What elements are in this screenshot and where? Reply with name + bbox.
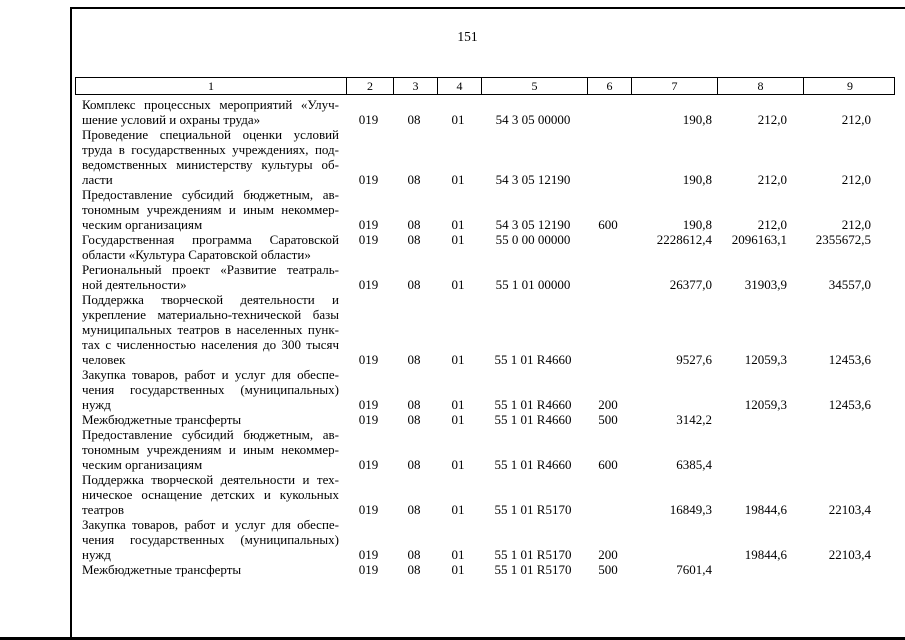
cell-col7: 190,8 xyxy=(682,172,712,187)
name-line: театров xyxy=(82,502,125,517)
cell-col8: 31903,9 xyxy=(744,277,787,292)
cell-col5: 55 1 01 00000 xyxy=(495,277,571,292)
table-row xyxy=(75,562,895,577)
name-line: Проведение специальной оценки условий xyxy=(82,127,339,142)
header-cell-1: 1 xyxy=(208,79,214,93)
cell-col5: 55 1 01 R4660 xyxy=(494,412,572,427)
name-line: Предоставление субсидий бюджетным, ав- xyxy=(82,427,339,442)
header-cell-7: 7 xyxy=(631,78,717,94)
cell-col2: 019 xyxy=(358,547,379,562)
cell-col9: 2355672,5 xyxy=(815,232,871,247)
cell-col8: 12059,3 xyxy=(744,352,787,367)
scan-edge-left xyxy=(70,7,72,640)
table-row xyxy=(75,367,895,412)
name-line: тономным учреждениям и иным некоммер- xyxy=(82,442,339,457)
header-cell-5: 5 xyxy=(481,78,587,94)
cell-col4: 01 xyxy=(451,352,465,367)
cell-col4: 01 xyxy=(451,232,465,247)
cell-col3: 08 xyxy=(407,397,421,412)
header-cell-8: 8 xyxy=(717,78,803,94)
cell-col5: 55 1 01 R5170 xyxy=(494,547,572,562)
cell-col7: 3142,2 xyxy=(676,412,712,427)
row-name xyxy=(75,517,345,562)
cell-col7: 2228612,4 xyxy=(656,232,712,247)
cell-col8: 212,0 xyxy=(757,217,787,232)
cell-col5: 55 1 01 R4660 xyxy=(494,457,572,472)
name-line: чения государственных (муниципальных) xyxy=(82,532,339,547)
cell-col4: 01 xyxy=(451,547,465,562)
cell-col7: 6385,4 xyxy=(676,457,712,472)
table-row xyxy=(75,262,895,292)
cell-col5: 55 1 01 R4660 xyxy=(494,397,572,412)
row-name xyxy=(75,562,345,577)
name-line: тах с численностью населения до 300 тысяч xyxy=(82,337,339,352)
row-name xyxy=(75,367,345,412)
cell-col7: 190,8 xyxy=(682,217,712,232)
cell-col6: 500 xyxy=(598,412,618,427)
cell-col6: 600 xyxy=(598,457,618,472)
cell-col9: 22103,4 xyxy=(828,547,871,562)
cell-col4: 01 xyxy=(451,502,465,517)
row-name xyxy=(75,262,345,292)
cell-col7: 190,8 xyxy=(682,112,712,127)
row-name xyxy=(75,97,345,127)
name-line: чения государственных (муниципальных) xyxy=(82,382,339,397)
name-line: укрепление материально-технической базы xyxy=(82,307,339,322)
cell-col4: 01 xyxy=(451,277,465,292)
cell-col7: 7601,4 xyxy=(676,562,712,577)
cell-col4: 01 xyxy=(451,562,465,577)
table-row xyxy=(75,292,895,367)
cell-col4: 01 xyxy=(451,172,465,187)
name-line: ной деятельности» xyxy=(82,277,187,292)
cell-col4: 01 xyxy=(451,457,465,472)
name-line: Поддержка творческой деятельности и тех- xyxy=(82,472,339,487)
row-name xyxy=(75,472,345,517)
name-line: шение условий и охраны труда» xyxy=(82,112,261,127)
table-row xyxy=(75,127,895,187)
name-line: ческим организациям xyxy=(82,217,203,232)
cell-col2: 019 xyxy=(358,412,379,427)
name-line: человек xyxy=(82,352,126,367)
cell-col2: 019 xyxy=(358,217,379,232)
row-name xyxy=(75,412,345,427)
cell-col3: 08 xyxy=(407,232,421,247)
cell-col3: 08 xyxy=(407,502,421,517)
cell-col9: 212,0 xyxy=(841,112,871,127)
name-line: Межбюджетные трансферты xyxy=(82,412,242,427)
cell-col7: 16849,3 xyxy=(669,502,712,517)
table-body xyxy=(75,95,895,577)
row-name xyxy=(75,232,345,262)
row-name xyxy=(75,292,345,367)
cell-col6: 500 xyxy=(598,562,618,577)
cell-col2: 019 xyxy=(358,397,379,412)
table-row xyxy=(75,517,895,562)
page-number: 151 xyxy=(457,29,478,44)
table-row xyxy=(75,187,895,232)
cell-col3: 08 xyxy=(407,277,421,292)
name-line: ческим организациям xyxy=(82,457,203,472)
cell-col2: 019 xyxy=(358,232,379,247)
header-cell-2: 2 xyxy=(346,78,393,94)
name-line: ническое оснащение детских и кукольных xyxy=(82,487,339,502)
cell-col8: 19844,6 xyxy=(744,547,787,562)
cell-col2: 019 xyxy=(358,352,379,367)
header-cell-6: 6 xyxy=(587,78,631,94)
table-row xyxy=(75,232,895,262)
cell-col5: 54 3 05 12190 xyxy=(495,217,571,232)
cell-col2: 019 xyxy=(358,457,379,472)
cell-col8: 19844,6 xyxy=(744,502,787,517)
cell-col4: 01 xyxy=(451,112,465,127)
cell-col3: 08 xyxy=(407,172,421,187)
cell-col9: 12453,6 xyxy=(828,397,871,412)
cell-col8: 2096163,1 xyxy=(731,232,787,247)
table-row xyxy=(75,427,895,472)
cell-col2: 019 xyxy=(358,172,379,187)
cell-col6: 200 xyxy=(598,397,618,412)
cell-col9: 34557,0 xyxy=(828,277,871,292)
cell-col2: 019 xyxy=(358,112,379,127)
table-row xyxy=(75,412,895,427)
name-line: труда в государственных учреждениях, под- xyxy=(82,142,339,157)
cell-col9: 212,0 xyxy=(841,217,871,232)
cell-col8: 212,0 xyxy=(757,172,787,187)
header-cell-3: 3 xyxy=(393,78,437,94)
name-line: Государственная программа Саратовской xyxy=(82,232,339,247)
cell-col9: 212,0 xyxy=(841,172,871,187)
name-line: области «Культура Саратовской области» xyxy=(82,247,311,262)
name-line: муниципальных театров в населенных пунк- xyxy=(82,322,339,337)
cell-col9: 12453,6 xyxy=(828,352,871,367)
cell-col2: 019 xyxy=(358,277,379,292)
name-line: Комплекс процессных мероприятий «Улуч- xyxy=(82,97,339,112)
cell-col3: 08 xyxy=(407,457,421,472)
cell-col6: 600 xyxy=(598,217,618,232)
cell-col5: 55 1 01 R5170 xyxy=(494,502,572,517)
table-row xyxy=(75,97,895,127)
row-name xyxy=(75,187,345,232)
name-line: Поддержка творческой деятельности и xyxy=(82,292,339,307)
table-header-row xyxy=(75,77,895,95)
name-line: нужд xyxy=(82,547,111,562)
cell-col4: 01 xyxy=(451,397,465,412)
cell-col3: 08 xyxy=(407,112,421,127)
cell-col9: 22103,4 xyxy=(828,502,871,517)
cell-col4: 01 xyxy=(451,217,465,232)
cell-col3: 08 xyxy=(407,547,421,562)
cell-col5: 55 1 01 R5170 xyxy=(494,562,572,577)
name-line: ведомственных министерству культуры об- xyxy=(82,157,339,172)
cell-col5: 54 3 05 00000 xyxy=(495,112,571,127)
cell-col8: 212,0 xyxy=(757,112,787,127)
row-name xyxy=(75,427,345,472)
row-name xyxy=(75,127,345,187)
cell-col7: 26377,0 xyxy=(669,277,712,292)
name-line: тономным учреждениям и иным некоммер- xyxy=(82,202,339,217)
cell-col5: 54 3 05 12190 xyxy=(495,172,571,187)
name-line: нужд xyxy=(82,397,111,412)
header-cell-9: 9 xyxy=(803,78,896,94)
cell-col5: 55 0 00 00000 xyxy=(495,232,571,247)
name-line: Межбюджетные трансферты xyxy=(82,562,242,577)
cell-col3: 08 xyxy=(407,352,421,367)
cell-col3: 08 xyxy=(407,217,421,232)
name-line: Предоставление субсидий бюджетным, ав- xyxy=(82,187,339,202)
name-line: Региональный проект «Развитие театраль- xyxy=(82,262,339,277)
header-cell-4: 4 xyxy=(437,78,481,94)
cell-col3: 08 xyxy=(407,562,421,577)
cell-col5: 55 1 01 R4660 xyxy=(494,352,572,367)
cell-col2: 019 xyxy=(358,562,379,577)
cell-col8: 12059,3 xyxy=(744,397,787,412)
cell-col7: 9527,6 xyxy=(676,352,712,367)
table-row xyxy=(75,472,895,517)
name-line: ласти xyxy=(82,172,113,187)
cell-col4: 01 xyxy=(451,412,465,427)
cell-col6: 200 xyxy=(598,547,618,562)
cell-col3: 08 xyxy=(407,412,421,427)
cell-col2: 019 xyxy=(358,502,379,517)
name-line: Закупка товаров, работ и услуг для обеспе- xyxy=(82,367,339,382)
name-line: Закупка товаров, работ и услуг для обеспе- xyxy=(82,517,339,532)
budget-table xyxy=(75,77,895,577)
scan-edge-top xyxy=(70,7,905,9)
